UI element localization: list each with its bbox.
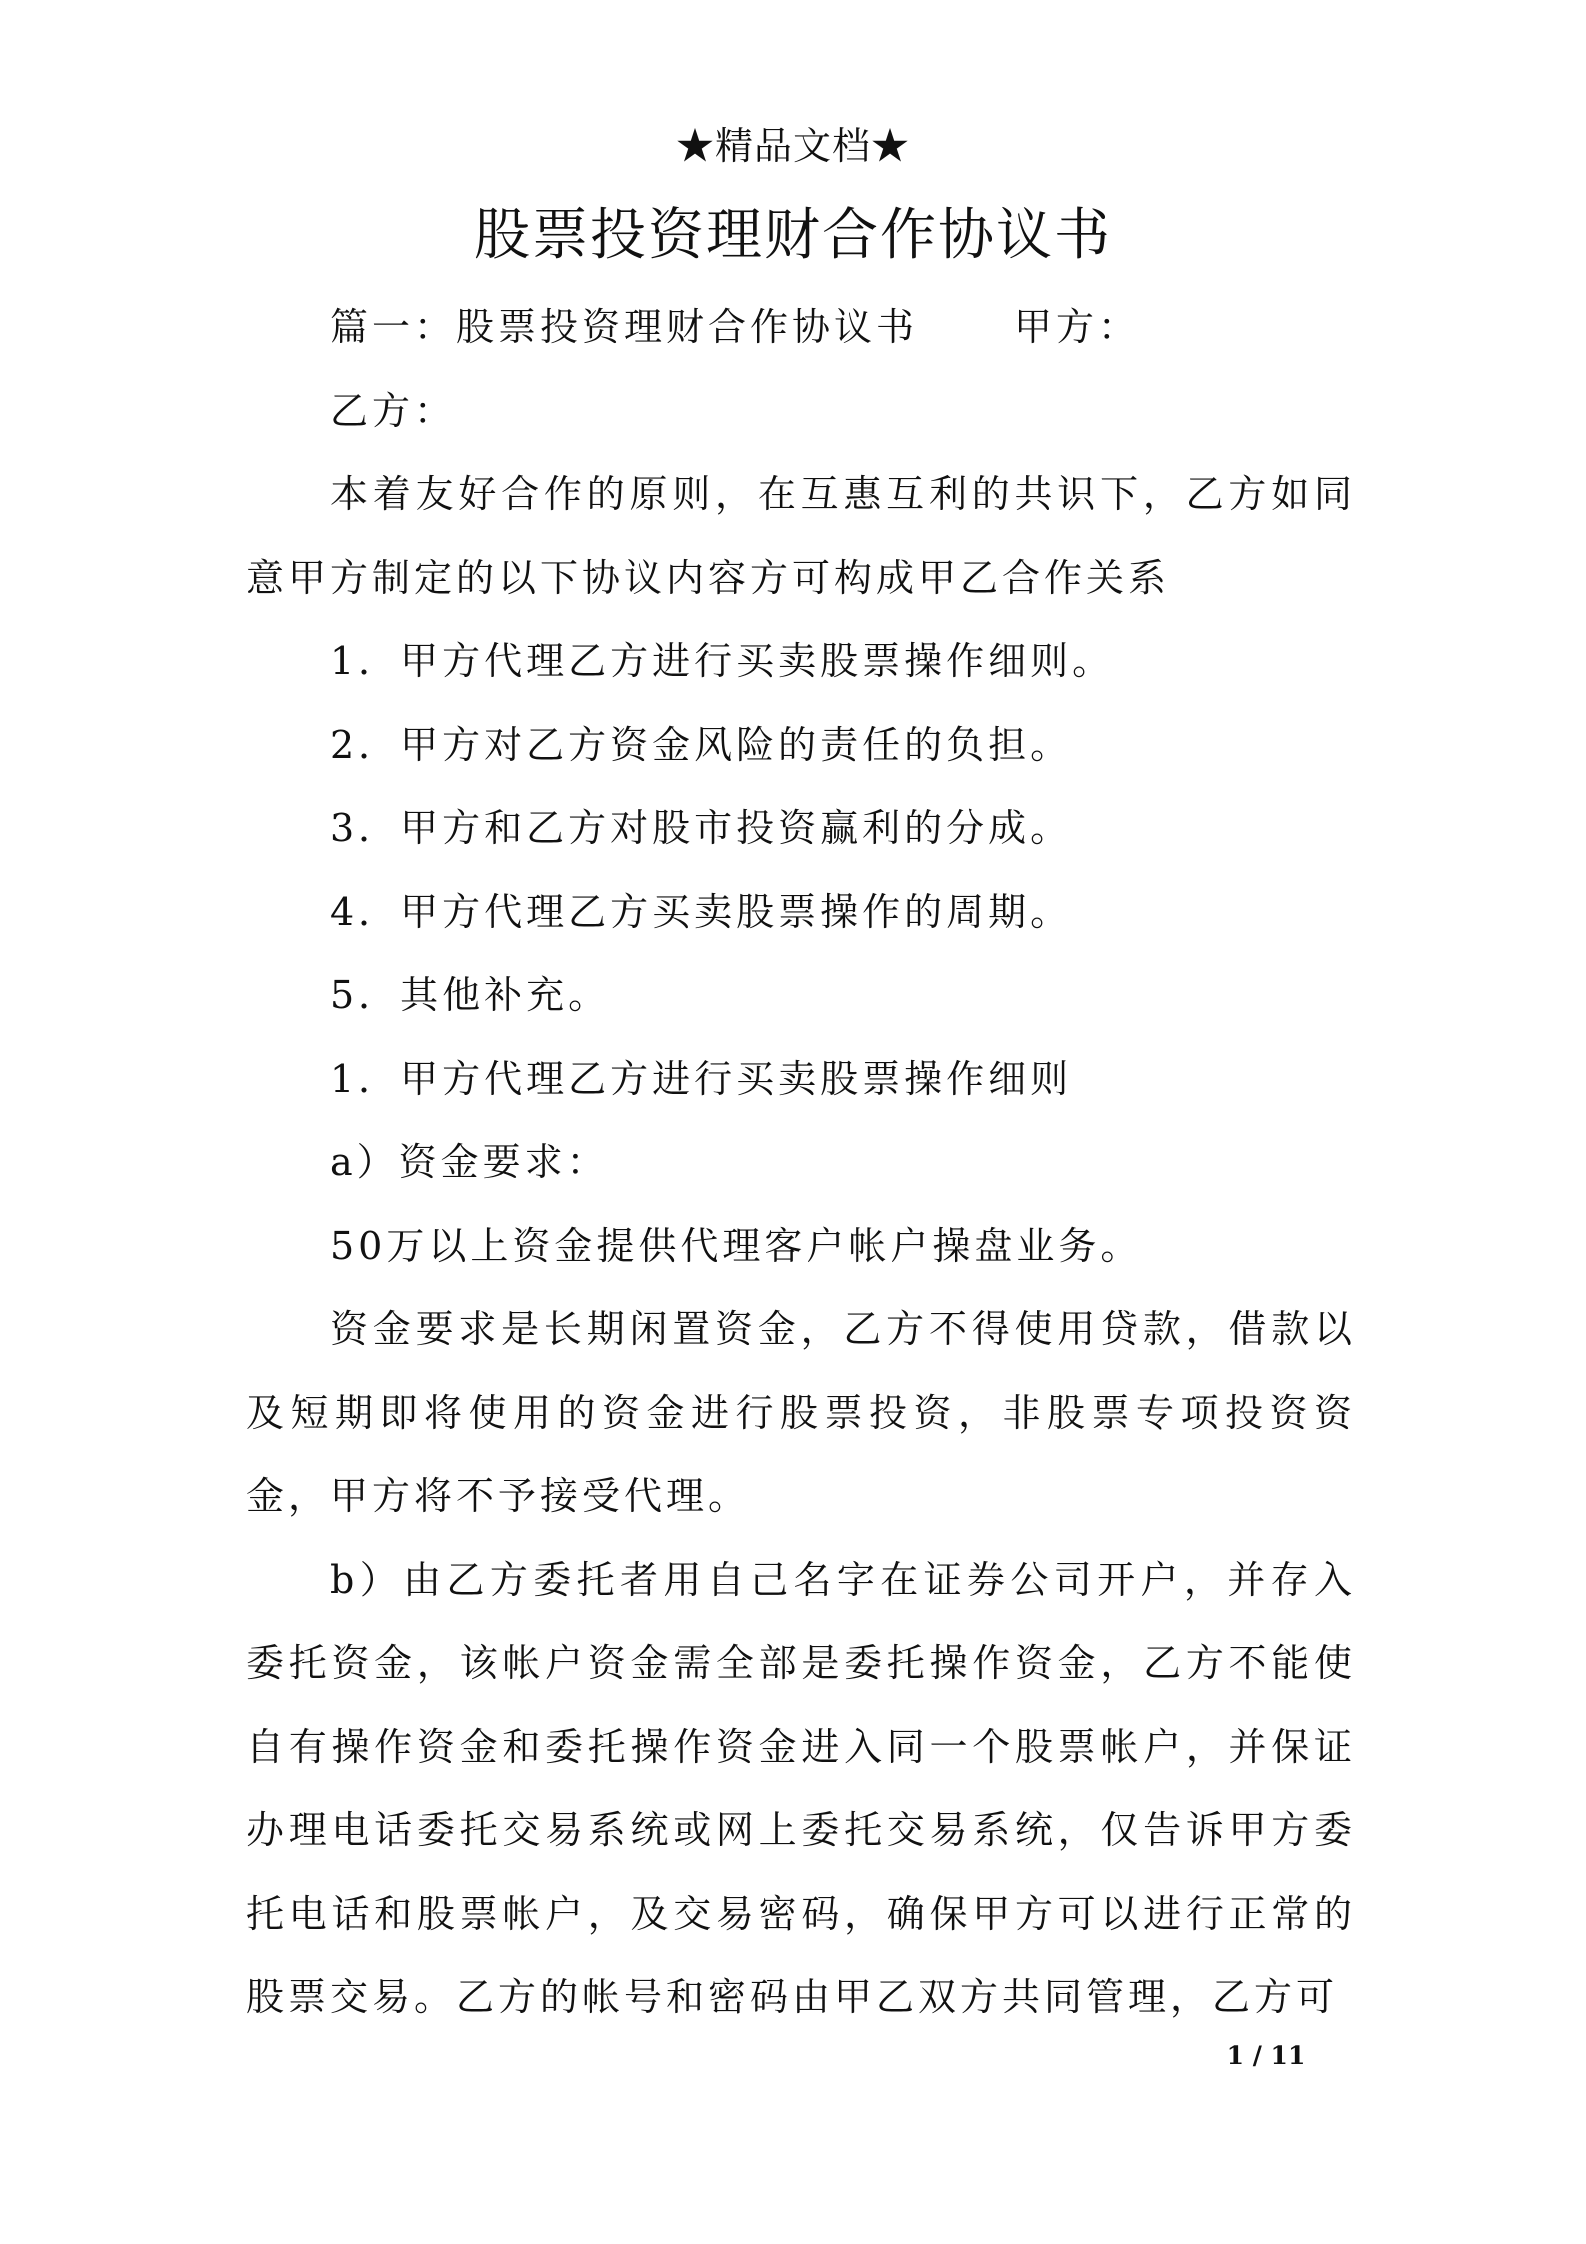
sub-heading-a: a）资金要求： bbox=[330, 1140, 609, 1184]
header-mark: ★精品文档★ bbox=[675, 124, 910, 168]
document-body bbox=[246, 286, 1356, 2040]
list-item-1: 1．甲方代理乙方进行买卖股票操作细则。 bbox=[330, 639, 1115, 683]
party-b-label: 乙方： bbox=[330, 388, 457, 433]
section-label: 篇一：股票投资理财合作协议书 bbox=[330, 305, 919, 349]
list-item-2: 2．甲方对乙方资金风险的责任的负担。 bbox=[330, 722, 1073, 767]
section-1-heading: 1．甲方代理乙方进行买卖股票操作细则 bbox=[330, 1056, 1073, 1101]
page-number: 1 / 11 bbox=[1226, 2041, 1306, 2070]
list-item-3: 3．甲方和乙方对股市投资赢利的分成。 bbox=[330, 806, 1073, 850]
principle-paragraph: 本着友好合作的原则，在互惠互利的共识下，乙方如同意甲方制定的以下协议内容方可构成甲乙合作关系 bbox=[246, 472, 1356, 600]
party-a-label: 甲方： bbox=[1014, 305, 1141, 349]
sub-heading-b-paragraph: b）由乙方委托者用自己名字在证券公司开户，并存入委托资金，该帐户资金需全部是委托操作资金，乙方不能使自有操作资金和委托操作资金进入同一个股票帐户，并保证办理电话委托交易系统或网上委托交易系统，仅告诉甲方委托电话和股票帐户，及交易密码，确保甲方可以进行正常的股票交易。乙方的帐号和密码由甲乙双方共同管理，乙方可 bbox=[246, 1557, 1356, 2019]
capital-amount-paragraph: 50万以上资金提供代理客户帐户操盘业务。 bbox=[330, 1223, 1143, 1268]
capital-requirement-paragraph: 资金要求是长期闲置资金，乙方不得使用贷款，借款以及短期即将使用的资金进行股票投资，非股票专项投资资金，甲方将不予接受代理。 bbox=[246, 1307, 1356, 1518]
document-title: 股票投资理财合作协议书 bbox=[474, 203, 1112, 268]
intro-line bbox=[246, 286, 1356, 370]
list-item-5: 5．其他补充。 bbox=[330, 973, 611, 1017]
list-item-4: 4．甲方代理乙方买卖股票操作的周期。 bbox=[330, 889, 1073, 934]
